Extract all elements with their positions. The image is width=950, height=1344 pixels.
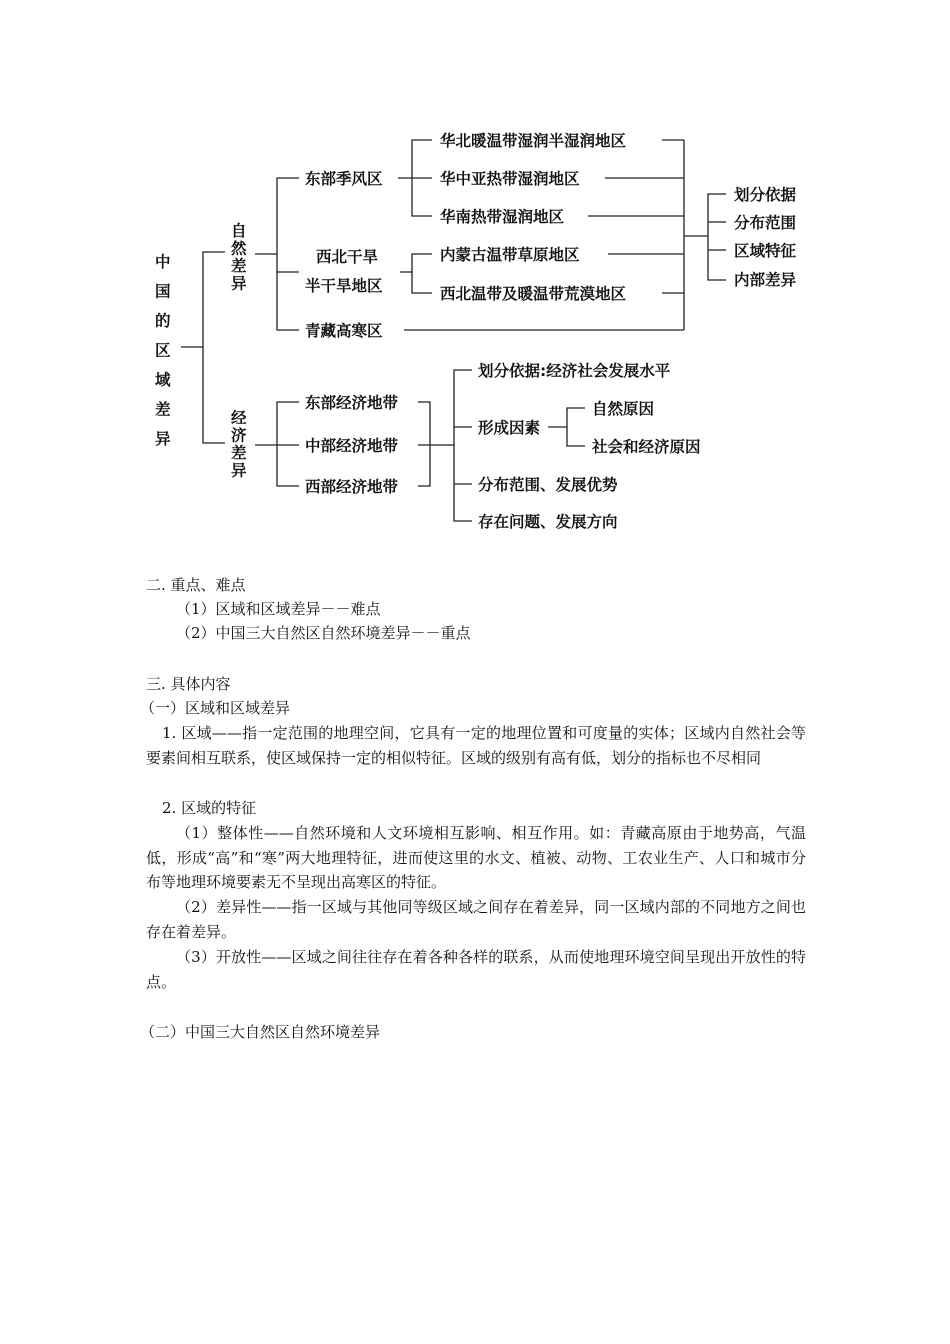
node-socioeconomic-cause: 社会和经济原因: [592, 438, 701, 456]
natural-label-char: 差: [231, 257, 247, 275]
natural-label-char: 自: [231, 222, 247, 240]
node-xibei-desert: 西北温带及暖温带荒漠地区: [440, 285, 627, 303]
section-2-item-1: （1）区域和区域差异－－难点: [176, 600, 381, 618]
root-label-char: 异: [155, 430, 171, 448]
aspect-range: 分布范围: [734, 214, 797, 232]
root-label-char: 域: [155, 371, 171, 389]
node-econ-range: 分布范围、发展优势: [478, 476, 618, 494]
subsection-1-title: （一）区域和区域差异: [140, 699, 291, 717]
root-label-char: 差: [155, 400, 171, 419]
node-central-belt: 中部经济地带: [305, 437, 399, 455]
connector-lines: [181, 140, 726, 521]
root-label-char: 中: [155, 253, 171, 271]
paragraph-integrity: （1）整体性——自然环境和人文环境相互影响、相互作用。如：青藏高原由于地势高，气温低，形成“高”和“寒”两大地理特征，进而使这里的水文、植被、动物、工农业生产、人口和城市分布等地理环境要素无不呈现出高寒区的特征。: [146, 824, 806, 891]
economic-label-char: 经: [231, 409, 247, 427]
paragraph-region-features-title: 2. 区域的特征: [162, 799, 257, 817]
economic-label-char: 济: [231, 426, 247, 445]
node-natural-cause: 自然原因: [592, 400, 655, 418]
natural-label: [231, 221, 247, 293]
node-econ-problems: 存在问题、发展方向: [478, 513, 618, 531]
region-difference-diagram: [0, 0, 950, 560]
node-qingzang: 青藏高寒区: [305, 322, 383, 340]
aspect-features: 区域特征: [734, 242, 797, 260]
node-east-belt: 东部经济地带: [305, 394, 399, 412]
root-label-char: 国: [155, 282, 171, 301]
subsection-2-title: （二）中国三大自然区自然环境差异: [140, 1023, 381, 1041]
node-econ-factors: 形成因素: [478, 419, 541, 437]
node-neimenggu: 内蒙古温带草原地区: [440, 246, 580, 264]
aspect-basis: 划分依据: [734, 186, 797, 204]
node-huazhong: 华中亚热带湿润地区: [440, 170, 580, 188]
section-2-title: 二. 重点、难点: [146, 576, 246, 594]
paragraph-difference: （2）差异性——指一区域与其他同等级区域之间存在着差异，同一区域内部的不同地方之间也存在着差异。: [146, 898, 806, 941]
economic-label-char: 异: [231, 461, 247, 480]
paragraph-region-definition: 1. 区域——指一定范围的地理空间，它具有一定的地理位置和可度量的实体；区域内自然社会等要素间相互联系，使区域保持一定的相似特征。区域的级别有高有低，划分的指标也不尽相同: [146, 724, 806, 767]
natural-label-char: 然: [231, 239, 247, 258]
natural-label-char: 异: [231, 274, 247, 293]
root-label: [155, 253, 171, 448]
node-northwest-line1: 西北干旱: [316, 248, 379, 266]
paragraph-openness: （3）开放性——区域之间往往存在着各种各样的联系，从而使地理环境空间呈现出开放性的特点。: [146, 948, 806, 991]
root-label-char: 区: [155, 341, 171, 360]
node-huabei: 华北暖温带湿润半湿润地区: [440, 132, 627, 150]
root-label-char: 的: [155, 312, 171, 330]
node-econ-basis: 划分依据:经济社会发展水平: [478, 362, 671, 380]
economic-label-char: 差: [231, 444, 247, 462]
node-huanan: 华南热带湿润地区: [440, 208, 565, 226]
section-3-title: 三. 具体内容: [146, 675, 231, 693]
node-east-monsoon: 东部季风区: [305, 170, 383, 188]
aspect-internal: 内部差异: [734, 271, 797, 289]
economic-label: [231, 408, 247, 480]
section-2-item-2: （2）中国三大自然区自然环境差异－－重点: [176, 624, 471, 642]
node-northwest-line2: 半干旱地区: [305, 277, 383, 295]
node-west-belt: 西部经济地带: [305, 478, 399, 496]
